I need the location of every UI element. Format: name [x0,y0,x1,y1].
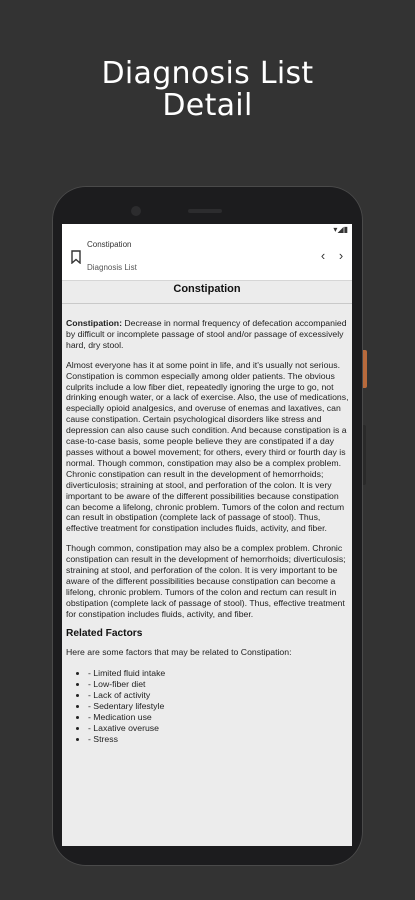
related-factors-heading: Related Factors [66,627,143,639]
phone-screen [62,224,352,846]
list-item: • - Lack of activity [88,690,352,701]
previous-icon[interactable]: ‹ [320,248,326,263]
page-title: Constipation [62,281,352,304]
promo-title-line2: Detail [162,88,253,123]
volume-button [363,425,366,485]
appbar-title: Constipation [87,240,132,249]
related-factors-list [66,668,352,744]
status-icons: ▾◢▮ [333,225,348,234]
detail-content [66,318,352,745]
definition-paragraph [66,318,352,351]
list-item: • - Stress [88,734,352,745]
list-item: • - Low-fiber diet [88,679,352,690]
status-bar [62,224,352,236]
speaker-grille [188,209,222,213]
definition-text: Decrease in normal frequency of defecation accompanied by difficult or incomplete passage of stool and/or passage of excessively hard, dry stool. [66,318,347,350]
list-item: • - Laxative overuse [88,723,352,734]
body-paragraph-2: Though common, constipation may also be a complex problem. Chronic constipation can result in the development of hemorrhoids; diverticulosis; straining at stool, and perforation of the colon. It is very important to be aware of the different possibilities because constipation can become a lifelong, chronic problem. Tumors of the colon and rectum can result in obstipation (complete lack of passage of stool). Thus, effective treatment for constipation includes fluids, activity, and fiber. [66,543,346,619]
promo-title-line1: Diagnosis List [101,56,314,91]
list-item: • - Sedentary lifestyle [88,701,352,712]
related-factors-intro: Here are some factors that may be related to Constipation: [66,647,292,658]
definition-term: Constipation: [66,318,122,328]
body-paragraph-1: Almost everyone has it at some point in life, and it's usually not serious. Constipation is common especially among older patients. The obvious culprits include a low fiber diet, repeatedly ignoring the urge to go, not drinking enough water, or a lack of exercise. Also, the use of medications, especially opioid analgesics, and overuse of enemas and laxatives, can cause constipation. Certain psychological disorders like stress and depression can also cause such condition. And because constipation is a case-to-case basis, some people believe they are constipated if a day passes without a bowel movement; for others, every third or fourth day is normal. Though common, constipation may also be a complex problem. Chronic constipation can result in the development of hemorrhoids; diverticulosis; straining at stool, and perforation of the colon. It is very important to be aware of the different possibilities because constipation can become a lifelong, chronic problem. Tumors of the colon and rectum can result in obstipation (complete lack of passage of stool). Thus, effective treatment for constipation includes fluids, activity, and fiber. [66,359,349,534]
power-button [363,350,367,388]
camera-icon [131,206,141,216]
appbar-subtitle: Diagnosis List [87,263,137,272]
promo-title [0,58,415,122]
app-bar [62,236,352,281]
list-item: • - Medication use [88,712,352,723]
next-icon[interactable]: › [338,248,344,263]
list-item: • - Limited fluid intake [88,668,352,679]
bookmark-icon[interactable] [70,250,82,264]
